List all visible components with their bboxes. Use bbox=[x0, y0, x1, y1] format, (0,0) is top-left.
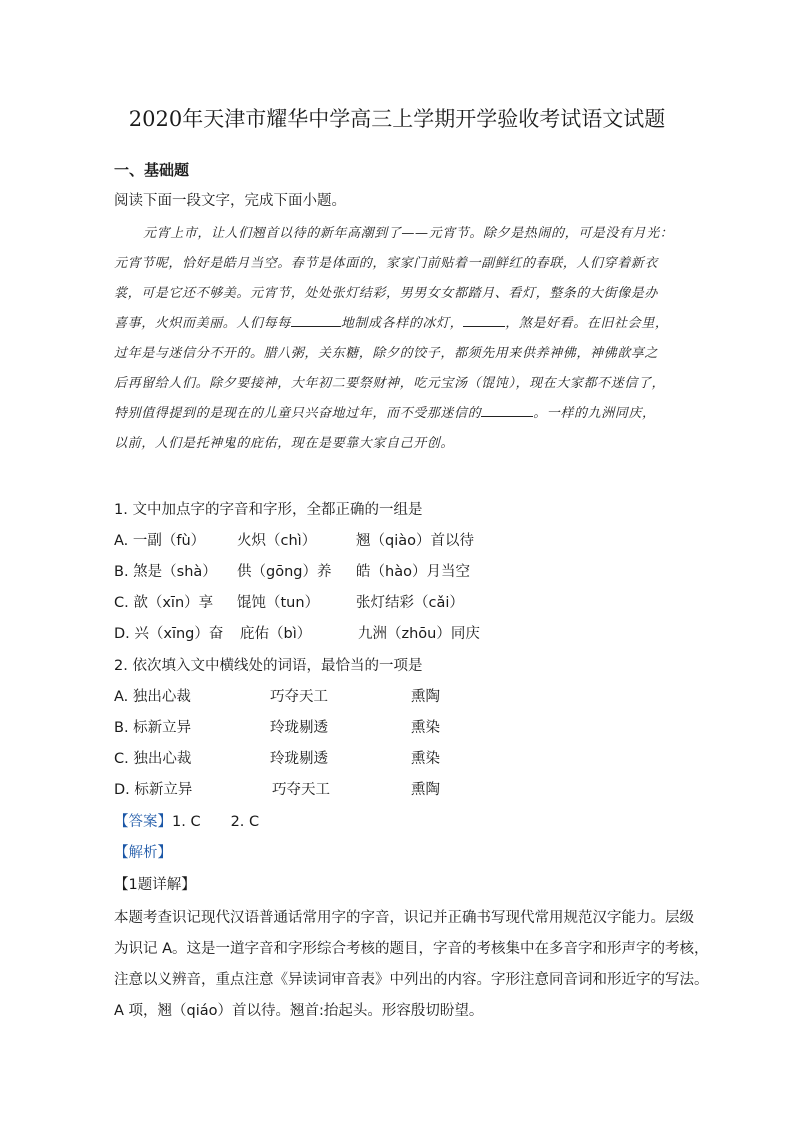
answer-line bbox=[114, 810, 259, 831]
page-title: 2020年天津市耀华中学高三上学期开学验收考试语文试题 bbox=[128, 107, 666, 131]
option-a: 巧夺天工 bbox=[270, 689, 328, 705]
instruction-text: 阅读下面一段文字，完成下面小题。 bbox=[114, 193, 346, 209]
passage-text: 喜事，火炽而美丽。人们每每 bbox=[114, 316, 291, 331]
option-d: D. 标新立异 bbox=[114, 782, 193, 798]
answer-2: 2. C bbox=[230, 814, 260, 830]
option-c: 熏染 bbox=[411, 751, 440, 767]
passage-line bbox=[114, 402, 656, 421]
question-1-stem: 1. 文中加点字的字音和字形，全都正确的一组是 bbox=[114, 502, 423, 518]
passage-line: 后再留给人们。除夕要接神，大年初二要祭财神，吃元宝汤（馄饨），现在大家都不迷信了， bbox=[114, 376, 666, 391]
passage-text: 。一样的九洲同庆， bbox=[533, 406, 656, 421]
option-d: 巧夺天工 bbox=[272, 782, 330, 798]
option-b: 玲珑剔透 bbox=[270, 720, 328, 736]
passage-text: 特别值得提到的是现在的儿童只兴奋地过年，而不受那迷信的 bbox=[114, 406, 482, 421]
fill-blank-3 bbox=[481, 404, 533, 417]
passage-line: 元宵上市，让人们翘首以待的新年高潮到了——元宵节。除夕是热闹的，可是没有月光： bbox=[143, 226, 674, 241]
passage-line: 裳，可是它还不够美。元宵节，处处张灯结彩，男男女女都踏月、看灯，整条的大街像是办 bbox=[114, 286, 659, 301]
detail-line: 为识记 A。这是一道字音和字形综合考核的题目，字音的考核集中在多音字和形声字的考核， bbox=[114, 941, 709, 957]
fill-blank-1 bbox=[291, 314, 341, 327]
option-c: 玲珑剔透 bbox=[270, 751, 328, 767]
option-c: C. 独出心裁 bbox=[114, 751, 192, 767]
option-b: 熏染 bbox=[411, 720, 440, 736]
detail-label: 【1题详解】 bbox=[114, 877, 196, 893]
analysis-label: 【解析】 bbox=[114, 845, 172, 861]
answer-label: 【答案】 bbox=[114, 814, 172, 830]
option-d: 庇佑（bì） bbox=[240, 626, 312, 642]
option-d: D. 兴（xīng）奋 bbox=[114, 626, 224, 642]
passage-line: 元宵节呢，恰好是皓月当空。春节是体面的，家家门前贴着一副鲜红的春联，人们穿着新衣 bbox=[114, 256, 659, 271]
option-b: B. 标新立异 bbox=[114, 720, 192, 736]
option-c: C. 歆（xīn）享 bbox=[114, 595, 214, 611]
option-b: 皓（hào）月当空 bbox=[356, 564, 470, 580]
detail-line: 本题考查识记现代汉语普通话常用字的字音，识记并正确书写现代常用规范汉字能力。层级 bbox=[114, 910, 694, 926]
answer-1: 1. C bbox=[172, 814, 201, 830]
option-d: 九洲（zhōu）同庆 bbox=[358, 626, 480, 642]
passage-line bbox=[114, 312, 668, 331]
option-b: 供（gōng）养 bbox=[237, 564, 332, 580]
option-c: 馄饨（tun） bbox=[237, 595, 320, 611]
option-a: A. 独出心裁 bbox=[114, 689, 191, 705]
passage-line: 以前，人们是托神鬼的庇佑，现在是要靠大家自己开创。 bbox=[114, 436, 455, 451]
option-a: A. 一副（fù） bbox=[114, 533, 206, 549]
detail-line: 注意以义辨音，重点注意《异读词审音表》中列出的内容。字形注意同音词和形近字的写法。 bbox=[114, 972, 709, 988]
passage-line: 过年是与迷信分不开的。腊八粥，关东糖，除夕的饺子，都须先用来供养神佛，神佛歆享之 bbox=[114, 346, 659, 361]
option-c: 张灯结彩（cǎi） bbox=[356, 595, 464, 611]
fill-blank-2 bbox=[463, 314, 505, 327]
detail-line: A 项，翘（qiáo）首以待。翘首:抬起头。形容殷切盼望。 bbox=[114, 1003, 484, 1019]
passage-text: ，煞是好看。在旧社会里， bbox=[505, 316, 669, 331]
passage-text: 地制成各样的冰灯， bbox=[340, 316, 464, 331]
option-a: 火炽（chì） bbox=[237, 533, 317, 549]
section-heading: 一、基础题 bbox=[114, 161, 190, 179]
option-a: 熏陶 bbox=[411, 689, 440, 705]
question-2-stem: 2. 依次填入文中横线处的词语，最恰当的一项是 bbox=[114, 658, 423, 674]
option-d: 熏陶 bbox=[411, 782, 440, 798]
option-b: B. 煞是（shà） bbox=[114, 564, 217, 580]
option-a: 翘（qiào）首以待 bbox=[356, 533, 474, 549]
